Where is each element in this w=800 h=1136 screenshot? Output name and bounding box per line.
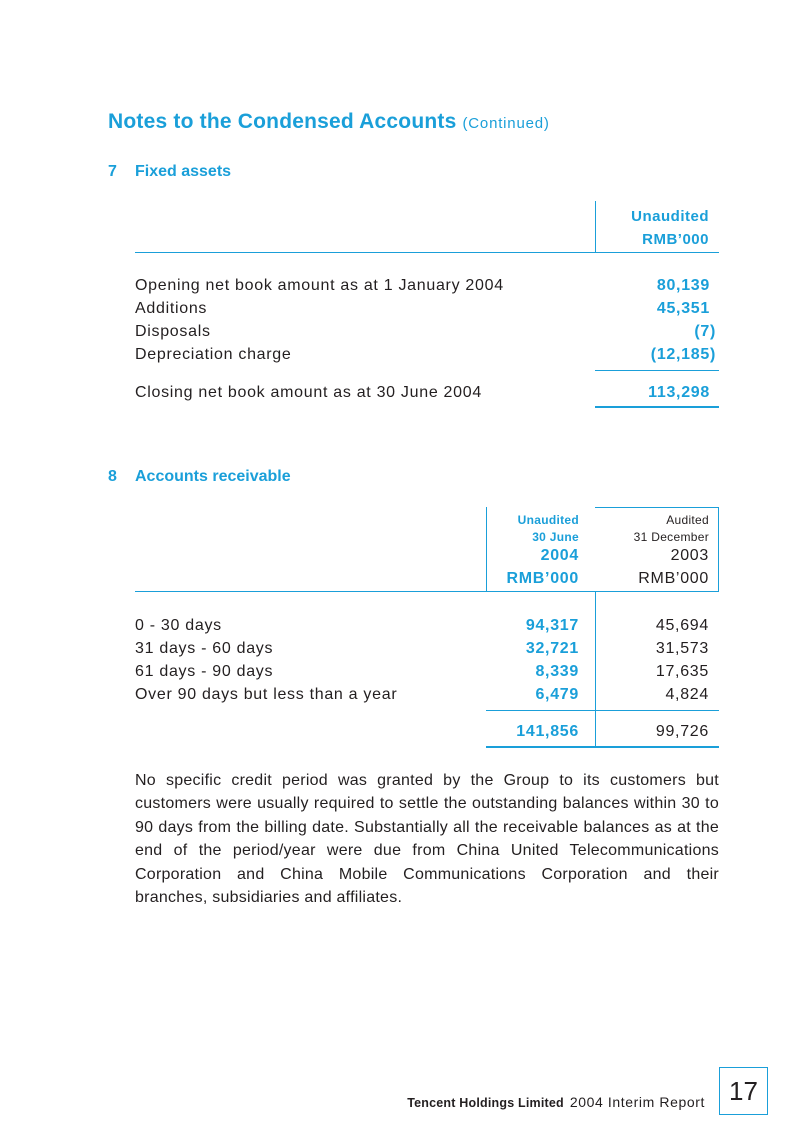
note8-header-rule [135,591,719,592]
note7-subtotal-rule [595,370,719,371]
note7-col-header-status: Unaudited [631,208,709,225]
note8-row-label: 61 days - 90 days [135,663,274,680]
note8-paragraph: No specific credit period was granted by the Group to its customers but customers were usually required to settle the outstanding balances within 30 to 90 days from the billing date. Substantially all the receivable balances as at the end of the period/year were due from China United Telecommunications Corporation and China Mobile Communications Corporation and their branches, subsidiaries and affiliates. [135,772,719,907]
note8-row-2003: 31,573 [655,640,709,657]
note8-total-rule [486,746,719,748]
page-number: 17 [719,1067,768,1115]
note8-row-label: Over 90 days but less than a year [135,686,398,703]
note8-col1-unit: RMB’000 [506,570,579,587]
note8-row-label: 0 - 30 days [135,617,222,634]
note7-header-vrule [595,201,596,253]
note7-row-label: Opening net book amount as at 1 January 2004 [135,277,504,294]
note7-header-rule [135,252,719,253]
note7-total-label: Closing net book amount as at 30 June 2004 [135,384,482,401]
note8-col2-unit: RMB’000 [638,570,709,587]
note7-row-label: Additions [135,300,208,317]
footer-company: Tencent Holdings Limited [407,1096,564,1110]
note8-col2-status: Audited [666,513,709,527]
note8-col2-date: 31 December [633,530,709,544]
note7-row-value: (7) [694,323,716,340]
note8-row-2003: 45,694 [655,617,709,634]
note8-column-divider [595,591,596,748]
note7-row-label: Disposals [135,323,211,340]
note8-header-vrule-right [718,507,719,591]
note8-row-2003: 4,824 [665,686,709,703]
note7-row-label: Depreciation charge [135,346,292,363]
note8-title: Accounts receivable [135,468,291,485]
note7-title: Fixed assets [135,163,232,180]
note8-number: 8 [108,468,117,485]
note7-row-value: 80,139 [656,277,710,294]
note8-row-2004: 32,721 [525,640,579,657]
page-title-continued: (Continued) [462,115,550,132]
note8-col1-status: Unaudited [517,513,579,527]
note8-total-2004: 141,856 [516,723,579,740]
note8-header-top-rule [595,507,719,508]
note8-row-2004: 94,317 [525,617,579,634]
page-title [108,110,550,134]
note8-col2-year: 2003 [670,547,709,564]
note8-row-2003: 17,635 [655,663,709,680]
note8-row-2004: 6,479 [535,686,579,703]
note7-row-value: 45,351 [656,300,710,317]
note7-total-value: 113,298 [648,384,710,401]
note7-total-rule [595,406,719,408]
page-title-text: Notes to the Condensed Accounts [108,110,457,133]
note8-row-2004: 8,339 [535,663,579,680]
note8-row-label: 31 days - 60 days [135,640,274,657]
note8-col1-date: 30 June [532,530,579,544]
note7-number: 7 [108,163,117,180]
note7-col-header-unit: RMB’000 [642,231,709,248]
footer-report: 2004 Interim Report [569,1094,705,1110]
note8-subtotal-rule [486,710,719,711]
note8-total-2003: 99,726 [655,723,709,740]
note8-header-vrule-left [486,507,487,591]
note8-col1-year: 2004 [540,547,579,564]
footer [407,1094,705,1110]
note7-row-value: (12,185) [650,346,716,363]
